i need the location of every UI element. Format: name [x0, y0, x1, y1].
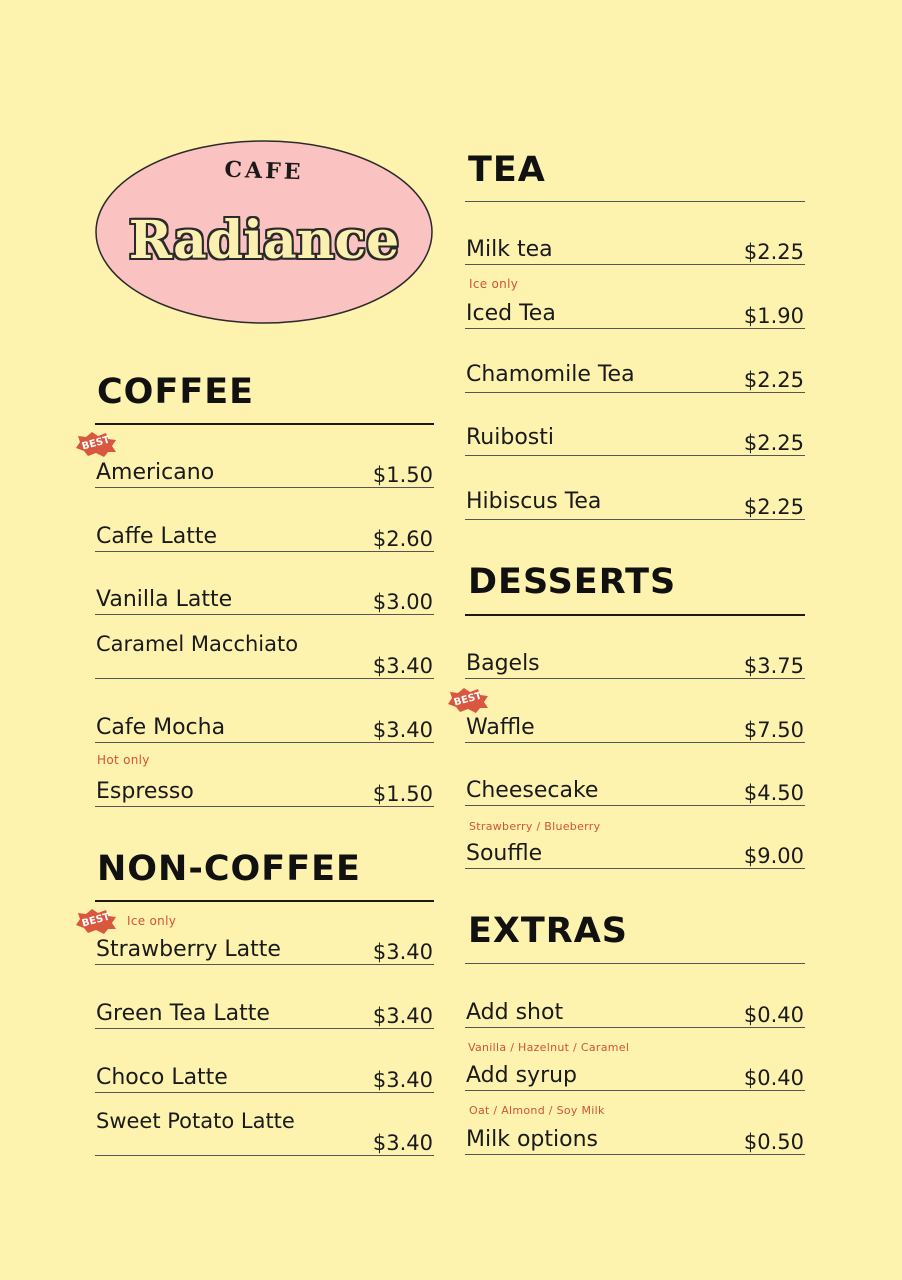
- item-name: Choco Latte: [96, 1065, 228, 1090]
- item-name: Chamomile Tea: [466, 362, 635, 387]
- menu-item: [95, 460, 434, 488]
- item-name: Waffle: [466, 715, 535, 740]
- item-price: $3.40: [372, 1004, 433, 1028]
- item-name: Milk tea: [466, 237, 553, 262]
- logo-name-text: Radiance: [128, 210, 400, 271]
- item-price: $0.40: [743, 1003, 804, 1027]
- section-title-extras: EXTRAS: [468, 911, 629, 951]
- best-badge: [74, 907, 118, 935]
- item-name: Hibiscus Tea: [466, 489, 602, 514]
- item-price: $0.50: [743, 1130, 804, 1154]
- item-price: $2.25: [743, 495, 804, 519]
- item-price: $1.90: [743, 304, 804, 328]
- menu-item: [95, 779, 434, 807]
- item-name: Green Tea Latte: [96, 1001, 270, 1026]
- menu-item: [465, 362, 805, 393]
- menu-item: [95, 587, 434, 615]
- item-price: $2.25: [743, 431, 804, 455]
- item-price: $2.60: [372, 527, 433, 551]
- item-price: $3.40: [372, 718, 433, 742]
- item-name: Ruibosti: [466, 425, 554, 450]
- item-price: $3.00: [372, 590, 433, 614]
- item-price: $3.75: [743, 654, 804, 678]
- menu-item: [95, 632, 434, 679]
- section-rule-coffee: [95, 423, 434, 425]
- item-name: Cafe Mocha: [96, 715, 226, 740]
- item-name: Cheesecake: [466, 778, 599, 803]
- item-name: Caramel Macchiato: [96, 632, 299, 656]
- item-price: $3.40: [372, 1131, 433, 1155]
- item-price: $2.25: [743, 368, 804, 392]
- item-name: Espresso: [96, 779, 194, 804]
- menu-item: [465, 1000, 805, 1028]
- item-price: $2.25: [743, 240, 804, 264]
- section-rule-tea: [465, 201, 805, 202]
- item-name: Milk options: [466, 1127, 598, 1152]
- item-name: Strawberry Latte: [96, 937, 281, 962]
- item-price: $0.40: [743, 1066, 804, 1090]
- item-price: $1.50: [372, 463, 433, 487]
- menu-item: [465, 651, 805, 679]
- cafe-logo: [95, 140, 433, 324]
- item-note: Strawberry / Blueberry: [469, 820, 601, 833]
- menu-item: [465, 489, 805, 520]
- section-rule-desserts: [465, 614, 805, 616]
- menu-item: [465, 1127, 805, 1155]
- section-title-desserts: DESSERTS: [468, 562, 677, 602]
- section-title-tea: TEA: [468, 150, 546, 190]
- menu-item: [95, 1109, 434, 1156]
- menu-item: [465, 237, 805, 265]
- best-badge-label: BEST: [80, 911, 112, 930]
- item-price: $3.40: [372, 1068, 433, 1092]
- menu-item: [95, 937, 434, 965]
- item-name: Americano: [96, 460, 215, 485]
- item-price: $3.40: [372, 654, 433, 678]
- item-price: $7.50: [743, 718, 804, 742]
- best-badge: [446, 686, 490, 714]
- menu-item: [465, 841, 805, 869]
- menu-item: [465, 778, 805, 806]
- section-title-non-coffee: NON-COFFEE: [97, 849, 361, 889]
- item-name: Iced Tea: [466, 301, 556, 326]
- section-title-coffee: COFFEE: [97, 372, 255, 412]
- item-price: $3.40: [372, 940, 433, 964]
- best-badge: [74, 430, 118, 458]
- item-name: Add shot: [466, 1000, 564, 1025]
- item-price: $1.50: [372, 782, 433, 806]
- best-badge-label: BEST: [80, 434, 112, 453]
- menu-item: [465, 301, 805, 329]
- menu-item: [465, 1063, 805, 1091]
- item-name: Bagels: [466, 651, 540, 676]
- section-rule-non-coffee: [95, 900, 434, 902]
- item-note: Ice only: [127, 914, 177, 928]
- item-price: $9.00: [743, 844, 804, 868]
- item-note: Oat / Almond / Soy Milk: [469, 1104, 605, 1117]
- item-note: Ice only: [469, 277, 519, 291]
- logo-cafe-text: CAFE: [224, 156, 304, 186]
- item-name: Caffe Latte: [96, 524, 218, 549]
- menu-item: [465, 425, 805, 456]
- item-name: Sweet Potato Latte: [96, 1109, 295, 1133]
- best-badge-label: BEST: [452, 690, 484, 709]
- menu-item: [95, 715, 434, 743]
- menu-item: [95, 1001, 434, 1029]
- item-name: Add syrup: [466, 1063, 578, 1088]
- item-name: Vanilla Latte: [96, 587, 233, 612]
- menu-item: [95, 1065, 434, 1093]
- item-note: Hot only: [97, 753, 150, 767]
- menu-item: [465, 715, 805, 743]
- menu-item: [95, 524, 434, 552]
- section-rule-extras: [465, 963, 805, 964]
- item-note: Vanilla / Hazelnut / Caramel: [468, 1041, 630, 1054]
- item-name: Souffle: [466, 841, 543, 866]
- item-price: $4.50: [743, 781, 804, 805]
